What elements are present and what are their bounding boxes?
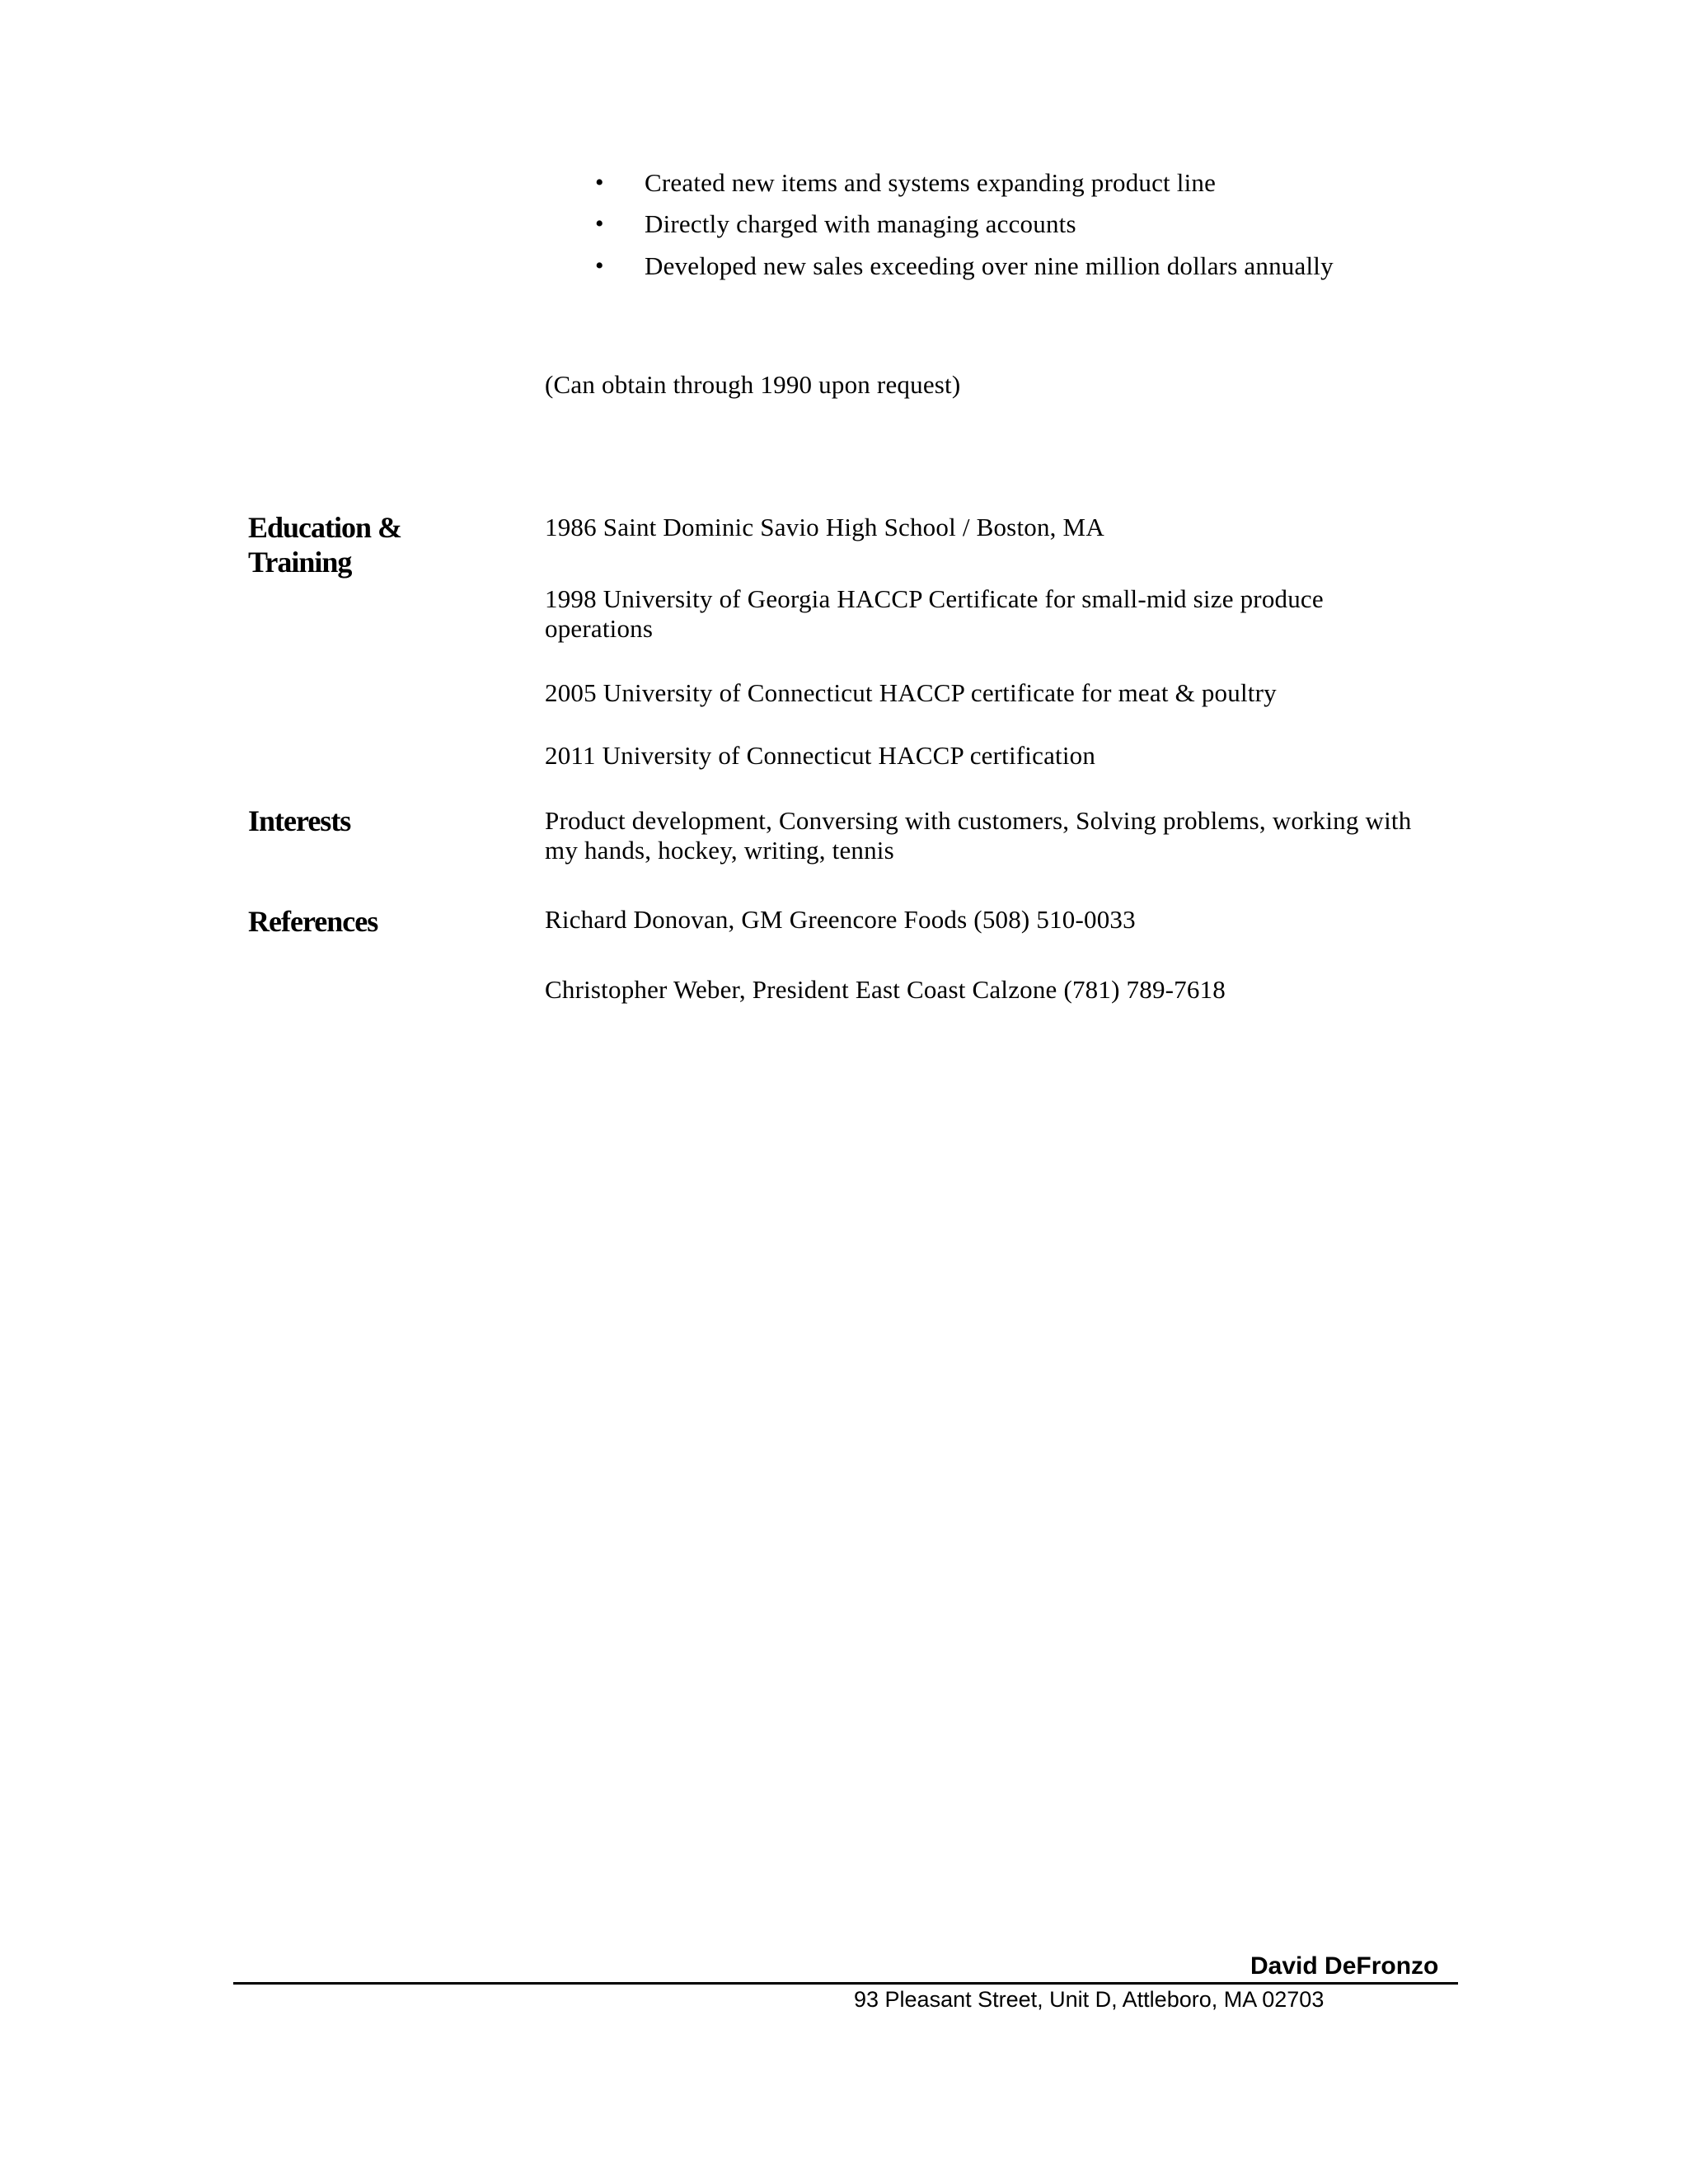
education-heading — [248, 510, 401, 579]
reference-entry: Richard Donovan, GM Greencore Foods (508) 510-0033 — [545, 905, 1136, 934]
bullet-text: Directly charged with managing accounts — [645, 209, 1076, 238]
reference-entry: Christopher Weber, President East Coast Calzone (781) 789-7618 — [545, 975, 1226, 1004]
bullet-icon: • — [595, 210, 604, 237]
footer-name: David DeFronzo — [1250, 1952, 1439, 1980]
experience-note: (Can obtain through 1990 upon request) — [545, 370, 961, 399]
education-entry: 1986 Saint Dominic Savio High School / Boston, MA — [545, 513, 1104, 541]
bullet-icon: • — [595, 169, 604, 196]
bullet-text: Created new items and systems expanding product line — [645, 168, 1217, 197]
footer-divider — [233, 1982, 1458, 1985]
education-entry: 1998 University of Georgia HACCP Certificate for small-mid size produce operations — [545, 584, 1324, 643]
bullet-text: Developed new sales exceeding over nine million dollars annually — [645, 251, 1334, 280]
footer-address: 93 Pleasant Street, Unit D, Attleboro, MA 02703 — [854, 1987, 1325, 2012]
interests-heading: Interests — [248, 804, 351, 837]
references-heading: References — [248, 905, 378, 938]
interests-text: Product development, Conversing with customers, Solving problems, working with my hands, hockey, writing, tennis — [545, 806, 1412, 865]
bullet-icon: • — [595, 252, 604, 279]
education-entry: 2011 University of Connecticut HACCP certification — [545, 741, 1096, 770]
education-heading-line: Training — [248, 546, 352, 579]
education-entry: 2005 University of Connecticut HACCP certificate for meat & poultry — [545, 678, 1277, 707]
education-heading-line: Education & — [248, 511, 402, 544]
